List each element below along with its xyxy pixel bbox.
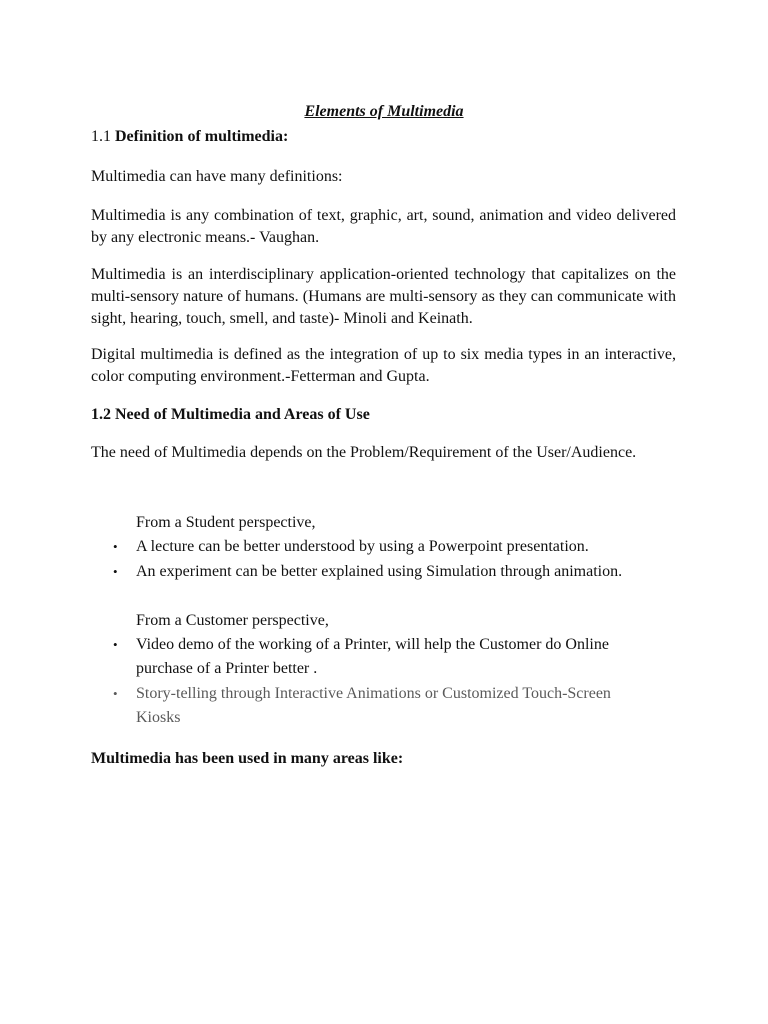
customer-bullet-video-demo: Video demo of the working of a Printer, will help the Customer do Online purchase of a Printer better . bbox=[136, 636, 609, 677]
bullet-icon: • bbox=[113, 637, 118, 652]
section-2-heading: 1.2 Need of Multimedia and Areas of Use bbox=[91, 406, 370, 423]
page-title: Elements of Multimedia bbox=[304, 103, 464, 120]
intro-paragraph: Multimedia can have many definitions: bbox=[91, 168, 343, 185]
bullet-icon: • bbox=[113, 539, 118, 554]
student-bullet-powerpoint: A lecture can be better understood by using a Powerpoint presentation. bbox=[136, 538, 589, 555]
bullet-icon: • bbox=[113, 564, 118, 579]
need-paragraph: The need of Multimedia depends on the Problem/Requirement of the User/Audience. bbox=[91, 444, 637, 461]
definition-fetterman-gupta: Digital multimedia is defined as the integration of up to six media types in an interactive, color computing environment.-Fetterman and Gupta. bbox=[91, 346, 676, 385]
section-1-heading bbox=[91, 126, 676, 148]
student-bullet-simulation: An experiment can be better explained using Simulation through animation. bbox=[136, 563, 623, 580]
definition-vaughan: Multimedia is any combination of text, graphic, art, sound, animation and video delivered by any electronic means.- Vaughan. bbox=[91, 207, 676, 246]
section-1-title: Definition of multimedia: bbox=[115, 128, 289, 145]
definition-minoli-keinath: Multimedia is an interdisciplinary application-oriented technology that capitalizes on the multi-sensory nature of humans. (Humans are multi-sensory as they can communicate with sight, hearing, touch, smell, and taste)- Minoli and Keinath. bbox=[91, 266, 676, 327]
student-perspective-label: From a Student perspective, bbox=[136, 514, 316, 531]
areas-heading: Multimedia has been used in many areas like: bbox=[91, 750, 404, 767]
section-1-number: 1.1 bbox=[91, 128, 115, 145]
bullet-icon: • bbox=[113, 686, 118, 701]
customer-bullet-storytelling: Story-telling through Interactive Animations or Customized Touch-Screen Kiosks bbox=[136, 685, 611, 726]
customer-perspective-label: From a Customer perspective, bbox=[136, 612, 329, 629]
